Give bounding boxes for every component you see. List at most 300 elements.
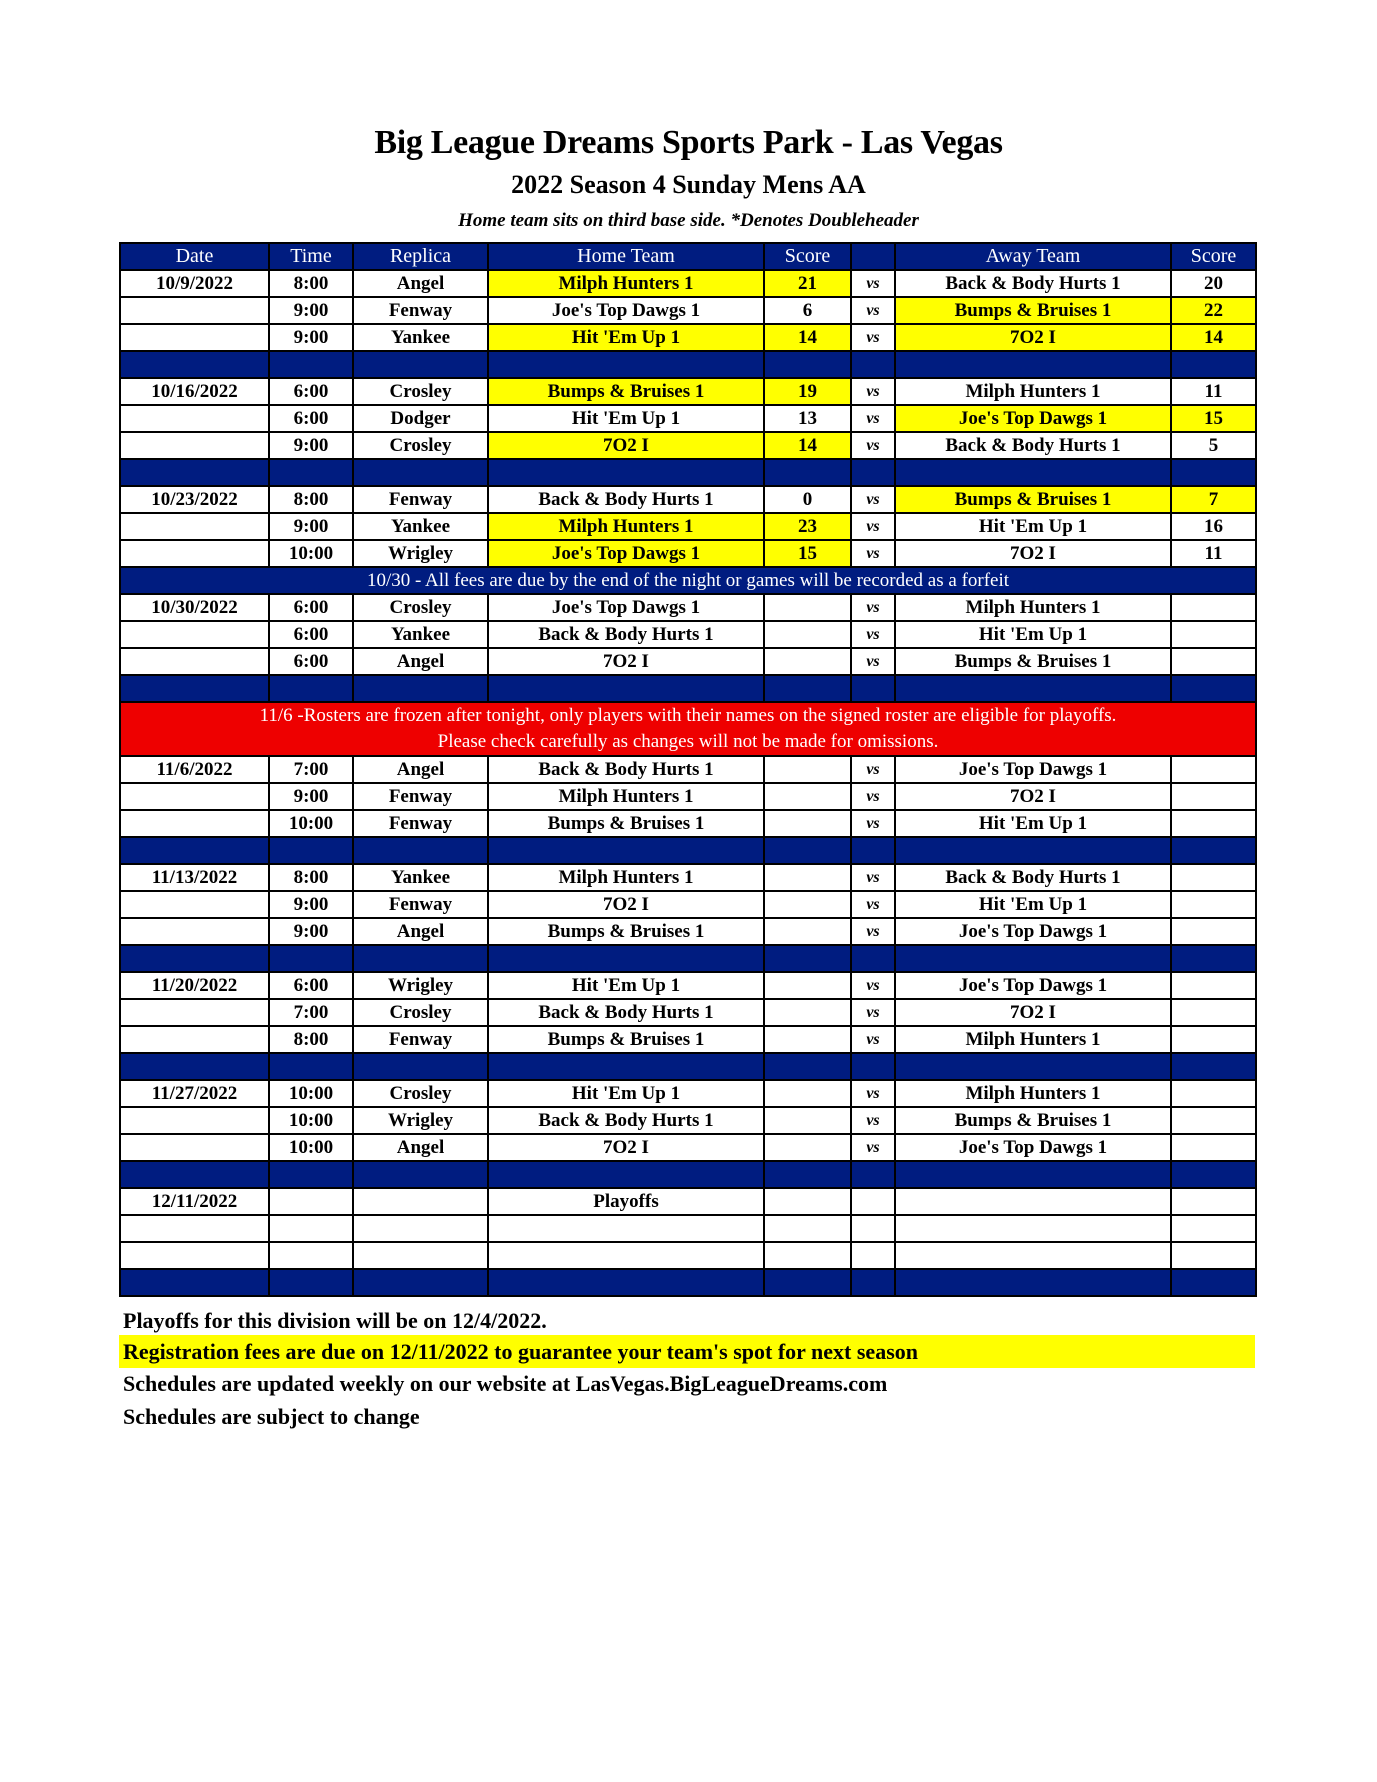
game-time: 8:00 xyxy=(269,486,353,513)
alert-text-line2: Please check carefully as changes will not be made for omissions. xyxy=(437,731,939,752)
away-team xyxy=(895,1188,1171,1215)
game-date xyxy=(120,918,269,945)
away-score xyxy=(1171,864,1256,891)
game-replica: Crosley xyxy=(353,1080,488,1107)
vs-label xyxy=(851,1188,895,1215)
spacer-cell xyxy=(895,675,1171,702)
away-score xyxy=(1171,756,1256,783)
game-replica: Angel xyxy=(353,648,488,675)
home-team: Playoffs xyxy=(488,1188,764,1215)
away-score xyxy=(1171,1242,1256,1269)
col-header-home-score: Score xyxy=(764,243,851,270)
home-team: Hit 'Em Up 1 xyxy=(488,405,764,432)
game-date: 10/16/2022 xyxy=(120,378,269,405)
vs-label: vs xyxy=(851,810,895,837)
vs-label: vs xyxy=(851,1026,895,1053)
away-score xyxy=(1171,648,1256,675)
spacer-cell xyxy=(895,1053,1171,1080)
col-header-away-score: Score xyxy=(1171,243,1256,270)
away-score: 22 xyxy=(1171,297,1256,324)
home-team xyxy=(488,1215,764,1242)
game-replica: Fenway xyxy=(353,810,488,837)
table-row xyxy=(120,486,1256,513)
home-team: Milph Hunters 1 xyxy=(488,270,764,297)
game-replica: Fenway xyxy=(353,486,488,513)
away-score xyxy=(1171,891,1256,918)
spacer-cell xyxy=(353,351,488,378)
game-date: 11/20/2022 xyxy=(120,972,269,999)
game-date xyxy=(120,513,269,540)
home-team: Hit 'Em Up 1 xyxy=(488,1080,764,1107)
away-score xyxy=(1171,918,1256,945)
spacer-cell xyxy=(895,1161,1171,1188)
game-replica: Angel xyxy=(353,1134,488,1161)
footer-change-note: Schedules are subject to change xyxy=(123,1404,420,1429)
home-score: 23 xyxy=(764,513,851,540)
spacer-cell xyxy=(488,675,764,702)
spacer-cell xyxy=(764,1053,851,1080)
game-time xyxy=(269,1242,353,1269)
spacer-cell xyxy=(120,675,269,702)
table-row xyxy=(120,1242,1256,1269)
home-team xyxy=(488,1242,764,1269)
game-time: 9:00 xyxy=(269,918,353,945)
game-replica: Dodger xyxy=(353,405,488,432)
game-date: 11/6/2022 xyxy=(120,756,269,783)
away-score xyxy=(1171,1134,1256,1161)
spacer-cell xyxy=(120,837,269,864)
spacer-cell xyxy=(895,459,1171,486)
game-replica: Wrigley xyxy=(353,1107,488,1134)
spacer-cell xyxy=(120,1269,269,1296)
spacer-cell xyxy=(488,1269,764,1296)
col-header-time: Time xyxy=(269,243,353,270)
away-score xyxy=(1171,594,1256,621)
home-score xyxy=(764,1188,851,1215)
home-score: 21 xyxy=(764,270,851,297)
home-score xyxy=(764,972,851,999)
home-score xyxy=(764,1080,851,1107)
game-date xyxy=(120,891,269,918)
home-score xyxy=(764,891,851,918)
away-score xyxy=(1171,783,1256,810)
spacer-cell xyxy=(764,675,851,702)
game-date xyxy=(120,540,269,567)
table-row xyxy=(120,891,1256,918)
away-team: Bumps & Bruises 1 xyxy=(895,297,1171,324)
spacer-cell xyxy=(353,675,488,702)
home-team: Milph Hunters 1 xyxy=(488,864,764,891)
away-score: 7 xyxy=(1171,486,1256,513)
spacer-cell xyxy=(851,1053,895,1080)
home-team: Joe's Top Dawgs 1 xyxy=(488,540,764,567)
spacer-cell xyxy=(488,1053,764,1080)
game-date xyxy=(120,297,269,324)
away-team: Bumps & Bruises 1 xyxy=(895,648,1171,675)
home-team: Milph Hunters 1 xyxy=(488,783,764,810)
vs-label: vs xyxy=(851,621,895,648)
table-row xyxy=(120,621,1256,648)
spacer-cell xyxy=(764,837,851,864)
away-score xyxy=(1171,1107,1256,1134)
alert-text-line1: 11/6 -Rosters are frozen after tonight, only players with their names on the signed roster are eligible for playoffs. xyxy=(259,705,1117,726)
game-date xyxy=(120,1026,269,1053)
spacer-cell xyxy=(269,1269,353,1296)
game-date: 10/23/2022 xyxy=(120,486,269,513)
spacer-cell xyxy=(269,837,353,864)
vs-label: vs xyxy=(851,972,895,999)
spacer-cell xyxy=(488,945,764,972)
spacer-cell xyxy=(353,1053,488,1080)
home-team: Milph Hunters 1 xyxy=(488,513,764,540)
home-score xyxy=(764,1242,851,1269)
home-score xyxy=(764,1026,851,1053)
vs-label: vs xyxy=(851,891,895,918)
spacer-cell xyxy=(764,351,851,378)
table-row xyxy=(120,1215,1256,1242)
game-replica: Yankee xyxy=(353,864,488,891)
away-team: Hit 'Em Up 1 xyxy=(895,891,1171,918)
home-team: Bumps & Bruises 1 xyxy=(488,810,764,837)
spacer-cell xyxy=(353,837,488,864)
away-team: 7O2 I xyxy=(895,324,1171,351)
game-time: 8:00 xyxy=(269,1026,353,1053)
game-time: 10:00 xyxy=(269,810,353,837)
table-row xyxy=(120,999,1256,1026)
vs-label: vs xyxy=(851,486,895,513)
home-team: Hit 'Em Up 1 xyxy=(488,972,764,999)
away-score: 20 xyxy=(1171,270,1256,297)
away-team: Hit 'Em Up 1 xyxy=(895,810,1171,837)
vs-label: vs xyxy=(851,648,895,675)
vs-label: vs xyxy=(851,378,895,405)
away-team: Hit 'Em Up 1 xyxy=(895,621,1171,648)
spacer-cell xyxy=(895,1269,1171,1296)
spacer-cell xyxy=(851,459,895,486)
spacer-cell xyxy=(1171,351,1256,378)
vs-label: vs xyxy=(851,540,895,567)
table-row xyxy=(120,324,1256,351)
spacer-cell xyxy=(353,1161,488,1188)
home-score: 15 xyxy=(764,540,851,567)
game-replica: Crosley xyxy=(353,999,488,1026)
spacer-cell xyxy=(269,1053,353,1080)
home-team: Hit 'Em Up 1 xyxy=(488,324,764,351)
away-team xyxy=(895,1242,1171,1269)
spacer-cell xyxy=(851,1269,895,1296)
away-score: 11 xyxy=(1171,540,1256,567)
away-score xyxy=(1171,972,1256,999)
game-time xyxy=(269,1215,353,1242)
away-team: Milph Hunters 1 xyxy=(895,378,1171,405)
away-team xyxy=(895,1215,1171,1242)
home-score xyxy=(764,783,851,810)
away-team: Back & Body Hurts 1 xyxy=(895,270,1171,297)
game-time: 9:00 xyxy=(269,783,353,810)
away-team: Joe's Top Dawgs 1 xyxy=(895,1134,1171,1161)
game-time: 6:00 xyxy=(269,648,353,675)
home-score xyxy=(764,648,851,675)
vs-label: vs xyxy=(851,999,895,1026)
game-replica: Angel xyxy=(353,756,488,783)
spacer-cell xyxy=(764,459,851,486)
home-team: Back & Body Hurts 1 xyxy=(488,756,764,783)
game-replica: Yankee xyxy=(353,513,488,540)
spacer-cell xyxy=(269,675,353,702)
spacer-cell xyxy=(1171,837,1256,864)
game-time: 9:00 xyxy=(269,297,353,324)
away-team: Joe's Top Dawgs 1 xyxy=(895,918,1171,945)
away-score xyxy=(1171,1026,1256,1053)
game-time: 10:00 xyxy=(269,1134,353,1161)
home-team: Bumps & Bruises 1 xyxy=(488,378,764,405)
home-team: Bumps & Bruises 1 xyxy=(488,1026,764,1053)
table-row xyxy=(120,594,1256,621)
away-team: Back & Body Hurts 1 xyxy=(895,432,1171,459)
game-replica: Yankee xyxy=(353,621,488,648)
away-team: Joe's Top Dawgs 1 xyxy=(895,756,1171,783)
spacer-cell xyxy=(851,837,895,864)
away-score: 11 xyxy=(1171,378,1256,405)
footer-playoffs-note: Playoffs for this division will be on 12/4/2022. xyxy=(123,1308,547,1333)
alert-row xyxy=(120,702,1256,756)
game-date xyxy=(120,783,269,810)
game-date xyxy=(120,810,269,837)
game-date: 10/30/2022 xyxy=(120,594,269,621)
game-time: 8:00 xyxy=(269,270,353,297)
schedule-body xyxy=(120,270,1256,1296)
away-team: 7O2 I xyxy=(895,540,1171,567)
home-team: 7O2 I xyxy=(488,648,764,675)
game-time xyxy=(269,1188,353,1215)
home-team: Joe's Top Dawgs 1 xyxy=(488,297,764,324)
game-date: 10/9/2022 xyxy=(120,270,269,297)
game-replica: Fenway xyxy=(353,891,488,918)
table-row xyxy=(120,405,1256,432)
table-row xyxy=(120,1080,1256,1107)
col-header-away-team: Away Team xyxy=(895,243,1171,270)
game-replica: Crosley xyxy=(353,432,488,459)
table-row xyxy=(120,1107,1256,1134)
home-team: Back & Body Hurts 1 xyxy=(488,621,764,648)
game-replica xyxy=(353,1188,488,1215)
table-row xyxy=(120,972,1256,999)
game-replica: Wrigley xyxy=(353,540,488,567)
spacer-cell xyxy=(851,1161,895,1188)
spacer-cell xyxy=(851,675,895,702)
game-time: 10:00 xyxy=(269,1080,353,1107)
vs-label: vs xyxy=(851,270,895,297)
vs-label: vs xyxy=(851,783,895,810)
spacer-cell xyxy=(269,945,353,972)
spacer-cell xyxy=(488,1161,764,1188)
vs-label xyxy=(851,1242,895,1269)
spacer-cell xyxy=(120,1053,269,1080)
home-team: 7O2 I xyxy=(488,432,764,459)
spacer-cell xyxy=(764,1161,851,1188)
game-time: 6:00 xyxy=(269,405,353,432)
away-score xyxy=(1171,1215,1256,1242)
away-score xyxy=(1171,810,1256,837)
game-replica: Fenway xyxy=(353,783,488,810)
home-score xyxy=(764,918,851,945)
spacer-row xyxy=(120,459,1256,486)
game-replica xyxy=(353,1215,488,1242)
col-header-home-team: Home Team xyxy=(488,243,764,270)
home-team: Back & Body Hurts 1 xyxy=(488,1107,764,1134)
spacer-cell xyxy=(353,1269,488,1296)
spacer-cell xyxy=(1171,945,1256,972)
game-replica: Crosley xyxy=(353,594,488,621)
notice-row xyxy=(120,567,1256,594)
spacer-row xyxy=(120,1053,1256,1080)
spacer-cell xyxy=(764,945,851,972)
away-score: 16 xyxy=(1171,513,1256,540)
home-score: 0 xyxy=(764,486,851,513)
spacer-cell xyxy=(120,459,269,486)
away-team: Milph Hunters 1 xyxy=(895,594,1171,621)
game-date xyxy=(120,1215,269,1242)
game-date xyxy=(120,621,269,648)
table-row xyxy=(120,756,1256,783)
game-replica xyxy=(353,1242,488,1269)
spacer-row xyxy=(120,837,1256,864)
away-team: Milph Hunters 1 xyxy=(895,1026,1171,1053)
vs-label: vs xyxy=(851,297,895,324)
home-score: 14 xyxy=(764,432,851,459)
away-team: Joe's Top Dawgs 1 xyxy=(895,405,1171,432)
spacer-cell xyxy=(1171,1161,1256,1188)
table-row xyxy=(120,864,1256,891)
vs-label: vs xyxy=(851,432,895,459)
spacer-cell xyxy=(120,351,269,378)
footer-website-note: Schedules are updated weekly on our website at LasVegas.BigLeagueDreams.com xyxy=(123,1371,888,1396)
home-score xyxy=(764,756,851,783)
game-replica: Fenway xyxy=(353,297,488,324)
home-team: Back & Body Hurts 1 xyxy=(488,999,764,1026)
home-team: 7O2 I xyxy=(488,891,764,918)
game-time: 10:00 xyxy=(269,540,353,567)
spacer-cell xyxy=(353,459,488,486)
spacer-cell xyxy=(1171,1269,1256,1296)
table-row xyxy=(120,648,1256,675)
away-score: 15 xyxy=(1171,405,1256,432)
away-score xyxy=(1171,1188,1256,1215)
spacer-cell xyxy=(895,837,1171,864)
vs-label: vs xyxy=(851,864,895,891)
table-row xyxy=(120,297,1256,324)
spacer-cell xyxy=(1171,675,1256,702)
home-score: 13 xyxy=(764,405,851,432)
game-time: 9:00 xyxy=(269,324,353,351)
game-time: 9:00 xyxy=(269,513,353,540)
vs-label: vs xyxy=(851,1080,895,1107)
col-header-vs xyxy=(851,243,895,270)
table-row xyxy=(120,1134,1256,1161)
spacer-row xyxy=(120,1161,1256,1188)
home-score: 6 xyxy=(764,297,851,324)
spacer-cell xyxy=(269,1161,353,1188)
alert-cell xyxy=(120,702,1256,756)
schedule-table xyxy=(119,242,1257,1297)
table-row xyxy=(120,432,1256,459)
game-date xyxy=(120,405,269,432)
vs-label: vs xyxy=(851,918,895,945)
col-header-date: Date xyxy=(120,243,269,270)
game-date: 12/11/2022 xyxy=(120,1188,269,1215)
away-team: 7O2 I xyxy=(895,999,1171,1026)
game-time: 9:00 xyxy=(269,432,353,459)
home-score: 19 xyxy=(764,378,851,405)
vs-label: vs xyxy=(851,513,895,540)
spacer-cell xyxy=(120,1161,269,1188)
vs-label: vs xyxy=(851,324,895,351)
home-score xyxy=(764,999,851,1026)
game-time: 7:00 xyxy=(269,999,353,1026)
home-score xyxy=(764,1107,851,1134)
spacer-cell xyxy=(764,1269,851,1296)
table-row xyxy=(120,540,1256,567)
spacer-cell xyxy=(488,837,764,864)
game-time: 6:00 xyxy=(269,594,353,621)
home-score xyxy=(764,594,851,621)
away-team: Hit 'Em Up 1 xyxy=(895,513,1171,540)
game-replica: Yankee xyxy=(353,324,488,351)
away-score xyxy=(1171,1080,1256,1107)
game-date xyxy=(120,999,269,1026)
spacer-cell xyxy=(1171,1053,1256,1080)
away-team: Milph Hunters 1 xyxy=(895,1080,1171,1107)
page-title: Big League Dreams Sports Park - Las Vegas xyxy=(374,124,1003,161)
spacer-cell xyxy=(1171,459,1256,486)
spacer-row xyxy=(120,945,1256,972)
vs-label: vs xyxy=(851,756,895,783)
page-subtitle: 2022 Season 4 Sunday Mens AA xyxy=(511,170,866,199)
game-time: 10:00 xyxy=(269,1107,353,1134)
spacer-cell xyxy=(353,945,488,972)
game-replica: Angel xyxy=(353,918,488,945)
notice-text: 10/30 - All fees are due by the end of the night or games will be recorded as a forfeit xyxy=(120,567,1256,594)
footer-registration-note: Registration fees are due on 12/11/2022 to guarantee your team's spot for next season xyxy=(119,1335,1255,1368)
game-time: 7:00 xyxy=(269,756,353,783)
home-team: Back & Body Hurts 1 xyxy=(488,486,764,513)
table-row xyxy=(120,1026,1256,1053)
table-row xyxy=(120,810,1256,837)
vs-label: vs xyxy=(851,594,895,621)
game-date: 11/27/2022 xyxy=(120,1080,269,1107)
away-score: 5 xyxy=(1171,432,1256,459)
game-replica: Crosley xyxy=(353,378,488,405)
spacer-cell xyxy=(851,945,895,972)
away-team: Back & Body Hurts 1 xyxy=(895,864,1171,891)
home-team: Bumps & Bruises 1 xyxy=(488,918,764,945)
spacer-cell xyxy=(851,351,895,378)
game-replica: Angel xyxy=(353,270,488,297)
vs-label: vs xyxy=(851,405,895,432)
away-score xyxy=(1171,621,1256,648)
game-date: 11/13/2022 xyxy=(120,864,269,891)
game-date xyxy=(120,648,269,675)
spacer-cell xyxy=(488,351,764,378)
away-team: Bumps & Bruises 1 xyxy=(895,486,1171,513)
game-time: 8:00 xyxy=(269,864,353,891)
game-date xyxy=(120,1107,269,1134)
home-score xyxy=(764,1134,851,1161)
game-time: 9:00 xyxy=(269,891,353,918)
table-row xyxy=(120,1188,1256,1215)
col-header-replica: Replica xyxy=(353,243,488,270)
game-time: 6:00 xyxy=(269,378,353,405)
